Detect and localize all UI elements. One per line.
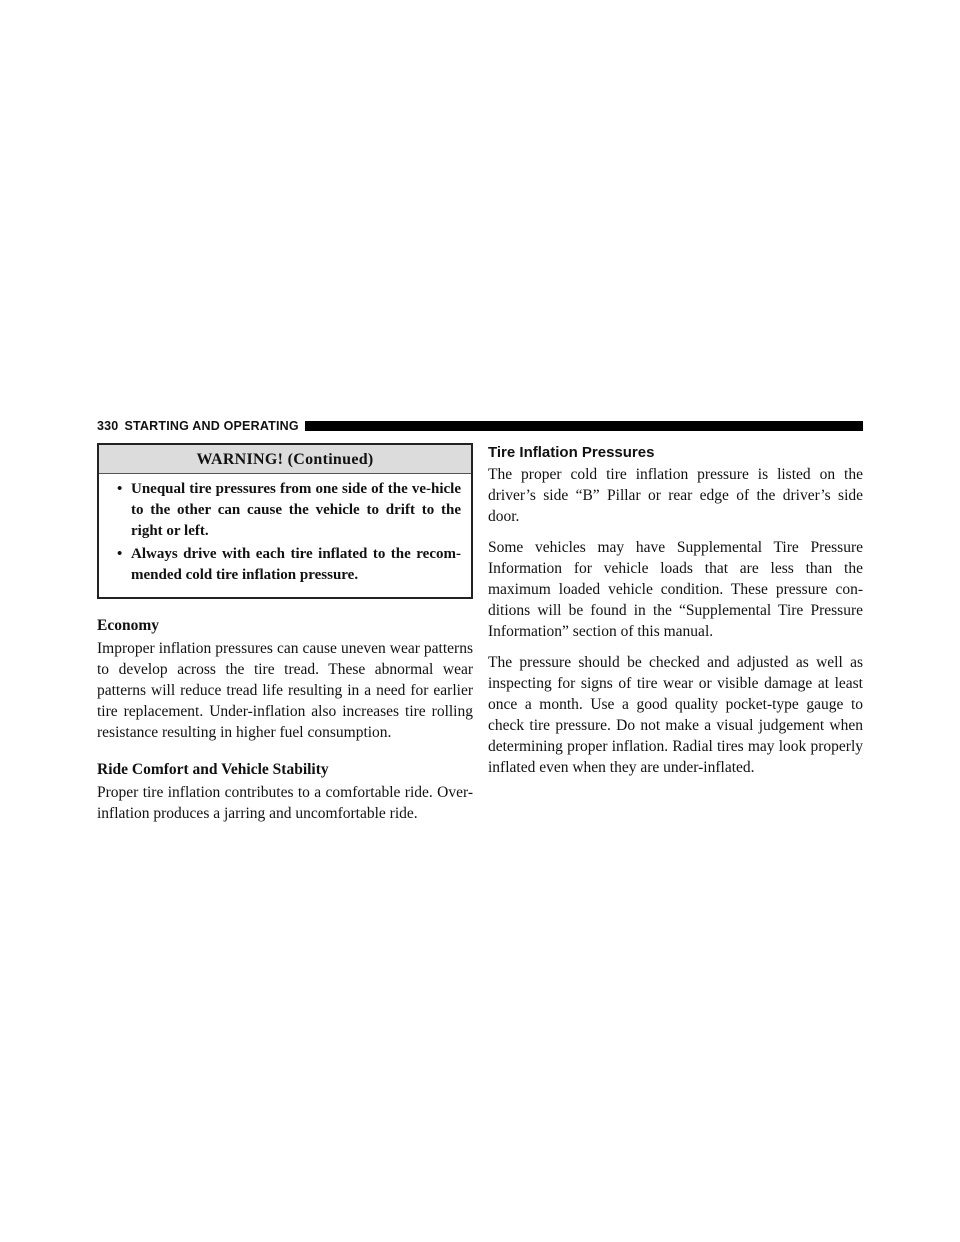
- page-header: [97, 419, 863, 433]
- tire-inflation-heading: Tire Inflation Pressures: [488, 444, 655, 461]
- header-rule: [305, 421, 863, 431]
- warning-list: [99, 474, 471, 597]
- left-column: [97, 443, 473, 834]
- right-column: [488, 443, 863, 788]
- body-paragraph: The pressure should be checked and adjusted as well as inspecting for signs of tire wear or visible damage at least once a month. Use a good quality pocket-type gauge to check tire pressure. Do not make a visual judgement when determining proper inflation. Radial tires may look properly inflated even when they are under-inflated.: [488, 654, 863, 776]
- bullet-icon: •: [117, 481, 123, 497]
- warning-item-text: Unequal tire pressures from one side of the ve-hicle to the other can cause the vehicle to drift to the right or left.: [131, 481, 461, 539]
- warning-item: [117, 479, 461, 542]
- ride-comfort-heading: Ride Comfort and Vehicle Stability: [97, 761, 329, 778]
- section-title: STARTING AND OPERATING: [124, 419, 299, 433]
- warning-title: WARNING! (Continued): [99, 445, 471, 474]
- page-number: 330: [97, 419, 119, 433]
- ride-comfort-paragraph: Proper tire inflation contributes to a comfortable ride. Over-inflation produces a jarring and uncomfortable ride.: [97, 784, 473, 822]
- warning-item-text: Always drive with each tire inflated to the recom-mended cold tire inflation pressure.: [131, 546, 461, 583]
- economy-heading: Economy: [97, 617, 159, 634]
- body-paragraph: Some vehicles may have Supplemental Tire Pressure Information for vehicle loads that are less than the maximum loaded vehicle condition. These pressure con-ditions will be found in the “Supplemental Tire Pressure Information” section of this manual.: [488, 539, 863, 640]
- warning-item: [117, 544, 461, 586]
- economy-paragraph: Improper inflation pressures can cause uneven wear patterns to develop across the tire tread. These abnormal wear patterns will reduce tread life resulting in a need for earlier tire replacement. Under-inflation also increases tire rolling resistance resulting in higher fuel consumption.: [97, 640, 473, 741]
- bullet-icon: •: [117, 546, 123, 562]
- warning-box: [97, 443, 473, 599]
- body-paragraph: The proper cold tire inflation pressure is listed on the driver’s side “B” Pillar or rear edge of the driver’s side door.: [488, 466, 863, 525]
